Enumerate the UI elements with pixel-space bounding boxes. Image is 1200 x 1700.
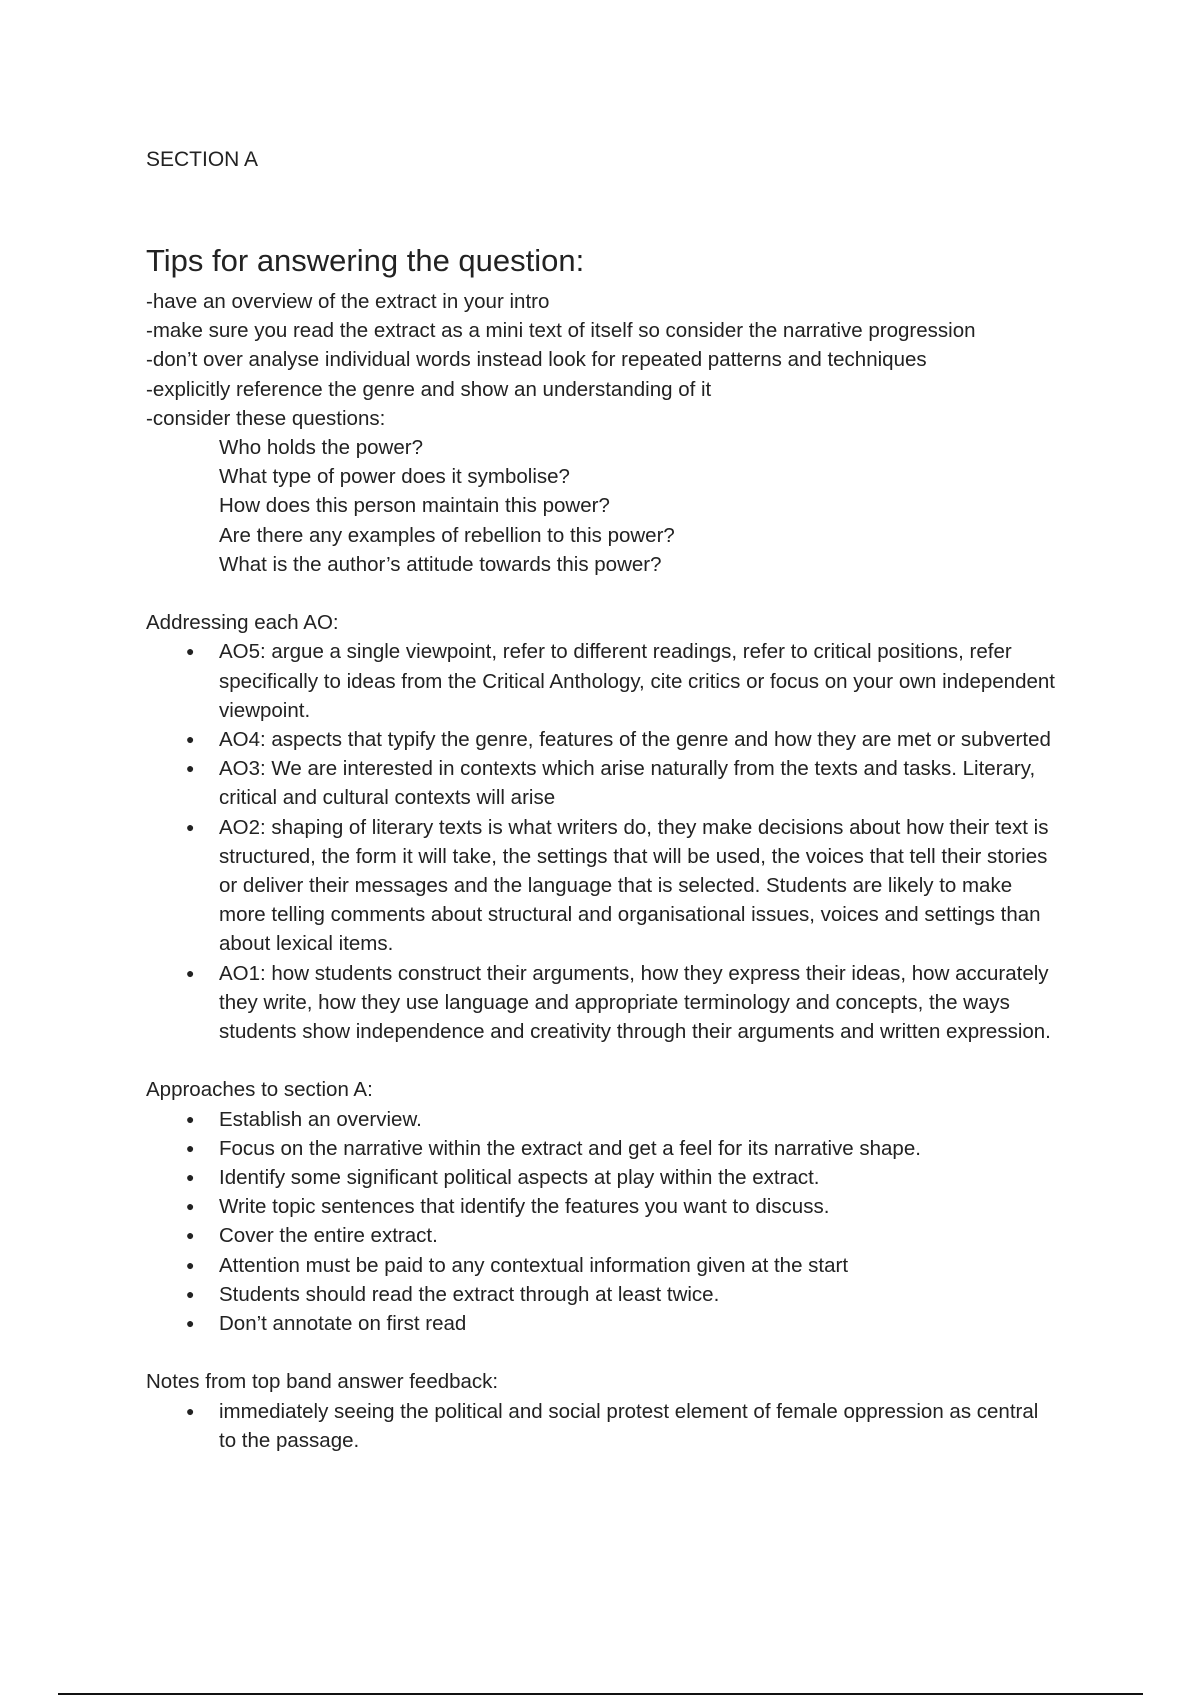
question-line: What type of power does it symbolise? [219,465,570,489]
question-line: Who holds the power? [219,436,423,460]
document-body [146,241,1086,1455]
footer-divider [58,1693,1143,1695]
paragraph-gap [146,1046,1086,1075]
addressing-ao-title: Addressing each AO: [146,611,339,635]
ao-list-item [146,725,1059,754]
ao-item-text: AO1: how students construct their arguments, how they express their ideas, how accurately they write, how they use language and appropriate terminology and concepts, the ways students show independence and creativity through their arguments and written expression. [219,961,1051,1044]
ao-item-text: AO2: shaping of literary texts is what writers do, they make decisions about how their text is structured, the form it will take, the settings that will be used, the voices that tell their stories or deliver their messages and the language that is selected. Students are likely to make more telling comments about structural and organisational issues, voices and settings than about lexical items. [219,815,1049,956]
approach-item-text: Don’t annotate on first read [219,1312,467,1336]
bullet-icon: ● [186,1110,195,1127]
ao-list-item [146,813,1059,959]
ao-item-text: AO5: argue a single viewpoint, refer to different readings, refer to critical positions, refer specifically to ideas from the Critical Anthology, cite critics or focus on your own independent viewpoint. [219,640,1055,722]
approach-item-text: Establish an overview. [219,1107,422,1131]
approach-list-item [146,1280,1059,1309]
bullet-icon: ● [186,731,195,748]
paragraph-gap [146,1338,1086,1367]
approach-item-text: Write topic sentences that identify the features you want to discuss. [219,1195,830,1219]
feedback-item-text: immediately seeing the political and social protest element of female oppression as central to the passage. [219,1399,1039,1452]
feedback-title: Notes from top band answer feedback: [146,1370,499,1394]
ao-list [146,637,1086,1046]
bullet-icon: ● [186,643,195,660]
bullet-icon: ● [186,1139,195,1156]
approach-item-text: Attention must be paid to any contextual information given at the start [219,1253,849,1277]
tip-line: -consider these questions: [146,406,386,430]
bullet-icon: ● [186,1227,195,1244]
approach-list-item [146,1105,1059,1134]
tip-line: -don’t over analyse individual words instead look for repeated patterns and techniques [146,348,927,372]
bullet-icon: ● [186,760,195,777]
bullet-icon: ● [186,1315,195,1332]
ao-item-text: AO3: We are interested in contexts which arise naturally from the texts and tasks. Literary, critical and cultural contexts will arise [219,757,1036,810]
bullet-icon: ● [186,1402,195,1419]
ao-list-item [146,637,1059,725]
approach-item-text: Focus on the narrative within the extract and get a feel for its narrative shape. [219,1136,921,1160]
feedback-list [146,1397,1086,1455]
section-label: SECTION A [146,148,259,171]
approach-item-text: Cover the entire extract. [219,1224,438,1248]
question-line: What is the author’s attitude towards this power? [219,552,662,576]
tip-line: -have an overview of the extract in your intro [146,290,550,313]
bullet-icon: ● [186,1256,195,1273]
question-line: How does this person maintain this power? [219,494,610,518]
approach-list-item [146,1163,1059,1192]
approach-list-item [146,1134,1059,1163]
approach-list-item [146,1221,1059,1250]
ao-list-item [146,754,1059,812]
bullet-icon: ● [186,1169,195,1186]
bullet-icon: ● [186,1198,195,1215]
approaches-title: Approaches to section A: [146,1078,373,1102]
tips-heading: Tips for answering the question: [146,243,585,278]
paragraph-gap [146,579,1086,608]
ao-list-item [146,959,1059,1047]
feedback-list-item [146,1397,1059,1455]
question-line: Are there any examples of rebellion to this power? [219,523,675,547]
approach-item-text: Students should read the extract through at least twice. [219,1282,720,1306]
tip-line: -make sure you read the extract as a mini text of itself so consider the narrative progression [146,319,976,343]
approaches-list [146,1105,1086,1339]
bullet-icon: ● [186,964,195,981]
bullet-icon: ● [186,818,195,835]
bullet-icon: ● [186,1285,195,1302]
ao-item-text: AO4: aspects that typify the genre, features of the genre and how they are met or subverted [219,728,1051,752]
approach-list-item [146,1309,1059,1338]
approach-item-text: Identify some significant political aspects at play within the extract. [219,1166,820,1190]
approach-list-item [146,1251,1059,1280]
tip-line: -explicitly reference the genre and show an understanding of it [146,377,712,401]
approach-list-item [146,1192,1059,1221]
